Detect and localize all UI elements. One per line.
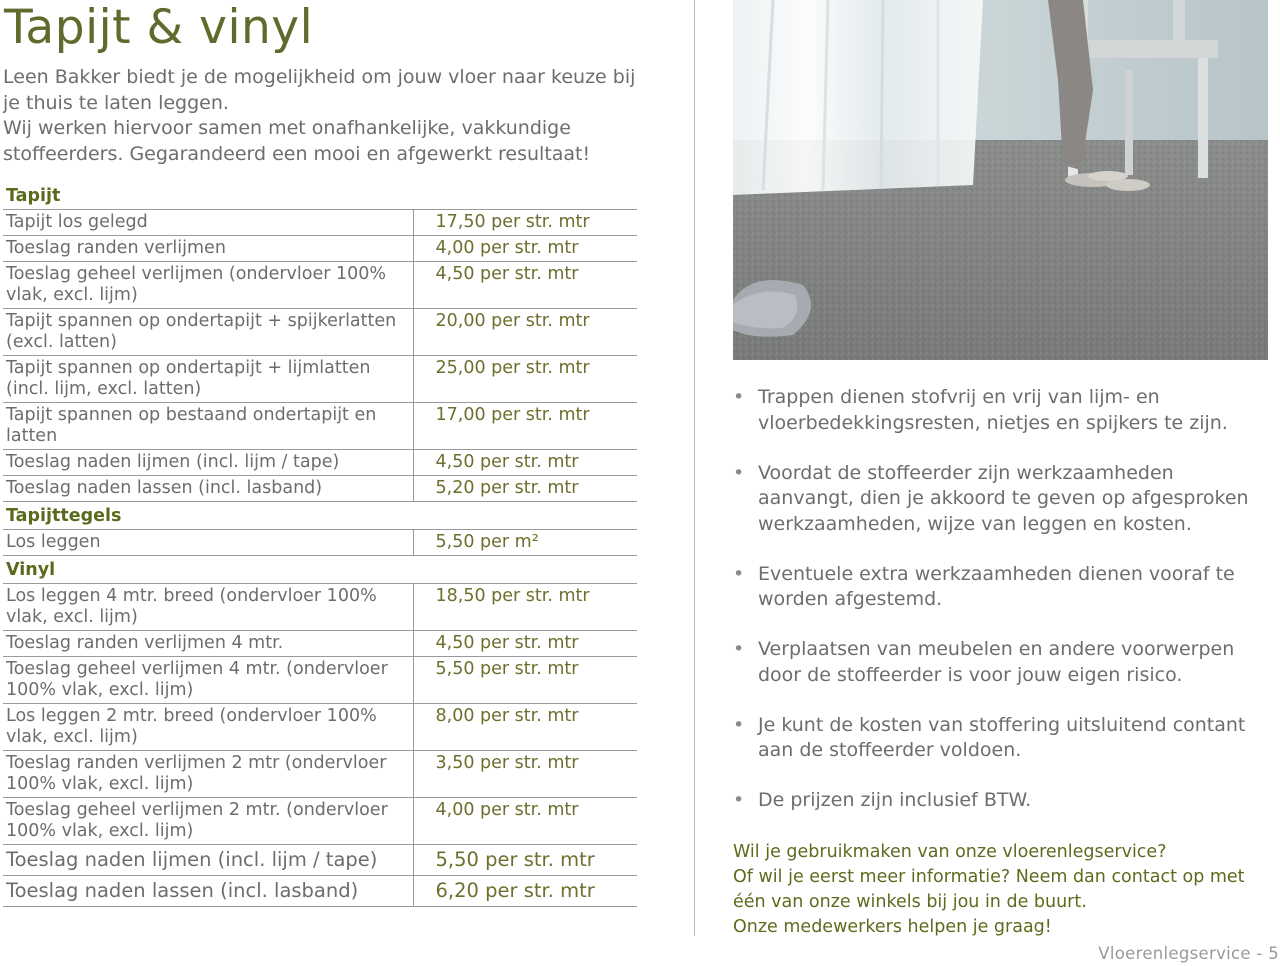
table-row: [3, 751, 637, 798]
bullet-icon: •: [733, 461, 745, 484]
table-row: [3, 403, 637, 450]
table-row: [3, 704, 637, 751]
service-cell: Toeslag geheel verlijmen 2 mtr. (ondervloer 100% vlak, excl. lijm): [3, 798, 413, 845]
price-cell: 8,00 per str. mtr: [413, 704, 637, 751]
table-row: [3, 584, 637, 631]
bullet-icon: •: [733, 562, 745, 585]
bullet-icon: •: [733, 386, 745, 408]
service-cell: Los leggen: [3, 530, 413, 556]
contact-cta: [733, 840, 1273, 940]
service-cell: Toeslag geheel verlijmen 4 mtr. (ondervloer 100% vlak, excl. lijm): [3, 657, 413, 704]
page-title: Tapijt & vinyl: [4, 0, 314, 55]
note-text: Trappen dienen stofvrij en vrij van lijm- en vloerbedekkingsresten, nietjes en spijkers te zijn.: [758, 386, 1228, 434]
section-heading: Tapijt: [3, 182, 637, 210]
note-text: Eventuele extra werkzaamheden dienen vooraf te worden afgestemd.: [758, 562, 1235, 610]
price-cell: 4,00 per str. mtr: [413, 798, 637, 845]
service-cell: Toeslag naden lijmen (incl. lijm / tape): [3, 845, 413, 876]
intro-text: [3, 65, 643, 167]
section-heading: Tapijttegels: [3, 502, 637, 530]
table-row: [3, 236, 637, 262]
service-cell: Toeslag naden lassen (incl. lasband): [3, 876, 413, 907]
list-item: [733, 788, 1273, 814]
table-row: [3, 476, 637, 502]
carpet-room-image: [733, 0, 1268, 360]
price-cell: 18,50 per str. mtr: [413, 584, 637, 631]
table-row: [3, 798, 637, 845]
section-heading: Vinyl: [3, 556, 637, 584]
notes-list: [733, 385, 1273, 838]
price-table-body: [3, 182, 637, 907]
bullet-icon: •: [733, 713, 745, 736]
carpet-photo: [733, 0, 1268, 360]
table-row: [3, 631, 637, 657]
list-item: [733, 385, 1273, 436]
list-item: [733, 637, 1273, 688]
table-row: [3, 530, 637, 556]
service-cell: Toeslag naden lijmen (incl. lijm / tape): [3, 450, 413, 476]
price-cell: 20,00 per str. mtr: [413, 309, 637, 356]
table-row: [3, 309, 637, 356]
price-cell: 25,00 per str. mtr: [413, 356, 637, 403]
service-cell: Toeslag randen verlijmen: [3, 236, 413, 262]
section-row-tapijt: [3, 182, 637, 210]
table-row: [3, 450, 637, 476]
table-row: [3, 210, 637, 236]
service-cell: Tapijt spannen op ondertapijt + lijmlatten (incl. lijm, excl. latten): [3, 356, 413, 403]
price-cell: 17,50 per str. mtr: [413, 210, 637, 236]
bullet-icon: •: [733, 789, 745, 811]
page-footer: Vloerenlegservice - 5: [1098, 944, 1279, 963]
table-row: [3, 657, 637, 704]
price-table: [3, 182, 637, 907]
service-cell: Tapijt spannen op ondertapijt + spijkerlatten (excl. latten): [3, 309, 413, 356]
price-cell: 5,50 per str. mtr: [413, 657, 637, 704]
section-row-tapijttegels: [3, 502, 637, 530]
column-divider: [694, 0, 695, 936]
price-cell: 5,50 per str. mtr: [413, 845, 637, 876]
list-item: [733, 461, 1273, 538]
price-cell: 4,50 per str. mtr: [413, 262, 637, 309]
note-text: De prijzen zijn inclusief BTW.: [758, 789, 1032, 811]
intro-paragraph: Leen Bakker biedt je de mogelijkheid om jouw vloer naar keuze bij je thuis te laten leggen. Wij werken hiervoor samen met onafhankelijke, vakkundige stoffeerders. Gegarandeerd een mooi en afgewerkt resultaat!: [3, 66, 636, 165]
price-cell: 4,00 per str. mtr: [413, 236, 637, 262]
price-cell: 6,20 per str. mtr: [413, 876, 637, 907]
note-text: Je kunt de kosten van stoffering uitsluitend contant aan de stoffeerder voldoen.: [758, 713, 1246, 761]
service-cell: Los leggen 4 mtr. breed (ondervloer 100% vlak, excl. lijm): [3, 584, 413, 631]
service-cell: Los leggen 2 mtr. breed (ondervloer 100% vlak, excl. lijm): [3, 704, 413, 751]
table-row: [3, 876, 637, 907]
list-item: [733, 562, 1273, 613]
list-item: [733, 713, 1273, 764]
price-cell: 4,50 per str. mtr: [413, 631, 637, 657]
service-cell: Toeslag randen verlijmen 2 mtr (ondervloer 100% vlak, excl. lijm): [3, 751, 413, 798]
price-cell: 5,20 per str. mtr: [413, 476, 637, 502]
service-cell: Tapijt los gelegd: [3, 210, 413, 236]
table-row: [3, 262, 637, 309]
price-cell: 4,50 per str. mtr: [413, 450, 637, 476]
service-cell: Tapijt spannen op bestaand ondertapijt en latten: [3, 403, 413, 450]
note-text: Verplaatsen van meubelen en andere voorwerpen door de stoffeerder is voor jouw eigen risico.: [758, 638, 1235, 686]
note-text: Voordat de stoffeerder zijn werkzaamheden aanvangt, dien je akkoord te geven op afgesproken werkzaamheden, wijze van leggen en kosten.: [758, 461, 1249, 535]
table-row: [3, 845, 637, 876]
service-cell: Toeslag randen verlijmen 4 mtr.: [3, 631, 413, 657]
service-cell: Toeslag geheel verlijmen (ondervloer 100% vlak, excl. lijm): [3, 262, 413, 309]
bullet-icon: •: [733, 638, 745, 660]
table-row: [3, 356, 637, 403]
section-row-vinyl: [3, 556, 637, 584]
service-cell: Toeslag naden lassen (incl. lasband): [3, 476, 413, 502]
price-cell: 3,50 per str. mtr: [413, 751, 637, 798]
price-cell: 5,50 per m²: [413, 530, 637, 556]
price-cell: 17,00 per str. mtr: [413, 403, 637, 450]
cta-text: Wil je gebruikmaken van onze vloerenlegservice? Of wil je eerst meer informatie? Neem dan contact op met één van onze winkels bij jou in de buurt. Onze medewerkers helpen je graag!: [733, 842, 1245, 937]
